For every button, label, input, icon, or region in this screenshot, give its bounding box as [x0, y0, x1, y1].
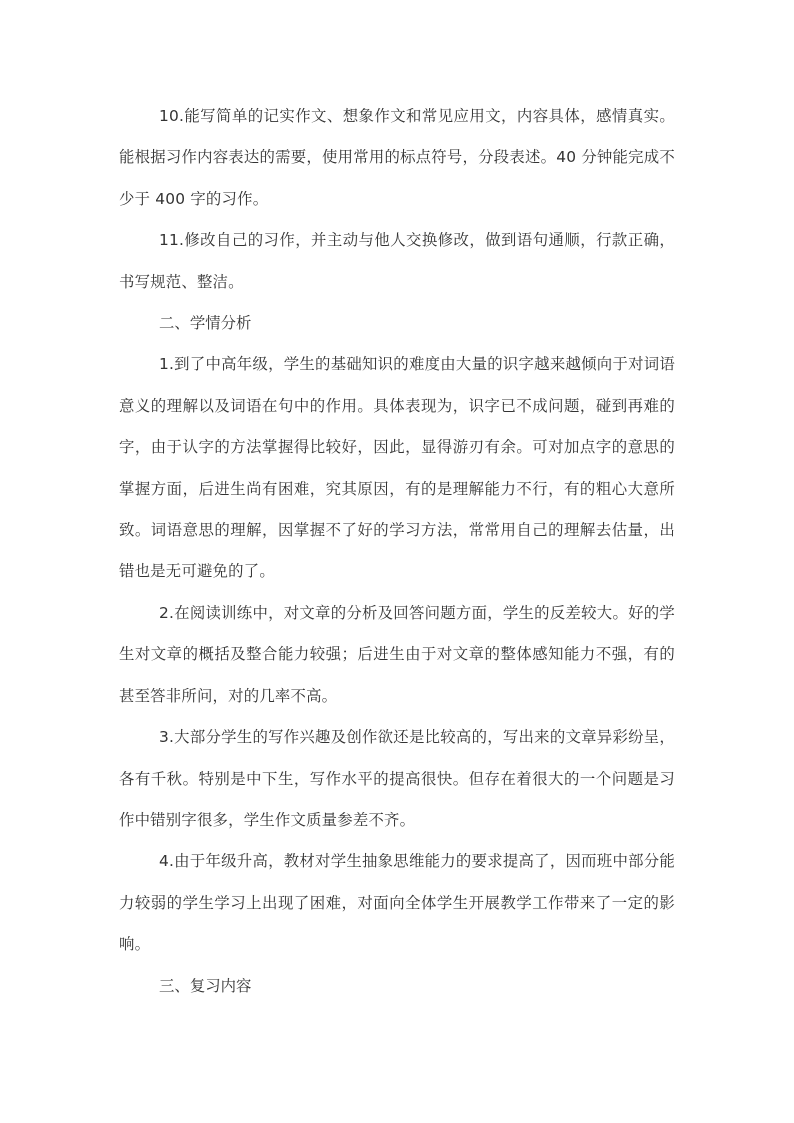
- paragraph-analysis-4: 4.由于年级升高，教材对学生抽象思维能力的要求提高了，因而班中部分能力较弱的学生学习上出现了困难，对面向全体学生开展教学工作带来了一定的影响。: [119, 852, 675, 954]
- paragraph-analysis-3: 3.大部分学生的写作兴趣及创作欲还是比较高的，写出来的文章异彩纷呈，各有千秋。特别是中下生，写作水平的提高很快。但存在着很大的一个问题是习作中错别字很多，学生作文质量参差不齐。: [119, 728, 675, 829]
- section-heading-review-content: 三、复习内容: [159, 976, 252, 995]
- paragraph-analysis-2: 2.在阅读训练中，对文章的分析及回答问题方面，学生的反差较大。好的学生对文章的概括及整合能力较强；后进生由于对文章的整体感知能力不强，有的甚至答非所问，对的几率不高。: [119, 603, 675, 705]
- section-heading-learning-analysis: 二、学情分析: [159, 314, 252, 333]
- paragraph-item-10: 10.能写简单的记实作文、想象作文和常见应用文，内容具体，感情真实。能根据习作内容表达的需要，使用常用的标点符号，分段表述。40 分钟能完成不少于 400 字的习作。: [119, 107, 675, 208]
- paragraph-item-11: 11.修改自己的习作，并主动与他人交换修改，做到语句通顺，行款正确，书写规范、整洁。: [119, 231, 675, 291]
- document-body: [119, 96, 675, 1007]
- paragraph-analysis-1: 1.到了中高年级，学生的基础知识的难度由大量的识字越来越倾向于对词语意义的理解以及词语在句中的作用。具体表现为，识字已不成问题，碰到再难的字，由于认字的方法掌握得比较好，因此，显得游刃有余。可对加点字的意思的掌握方面，后进生尚有困难，究其原因，有的是理解能力不行，有的粗心大意所致。词语意思的理解，因掌握不了好的学习方法，常常用自己的理解去估量，出错也是无可避免的了。: [119, 355, 675, 581]
